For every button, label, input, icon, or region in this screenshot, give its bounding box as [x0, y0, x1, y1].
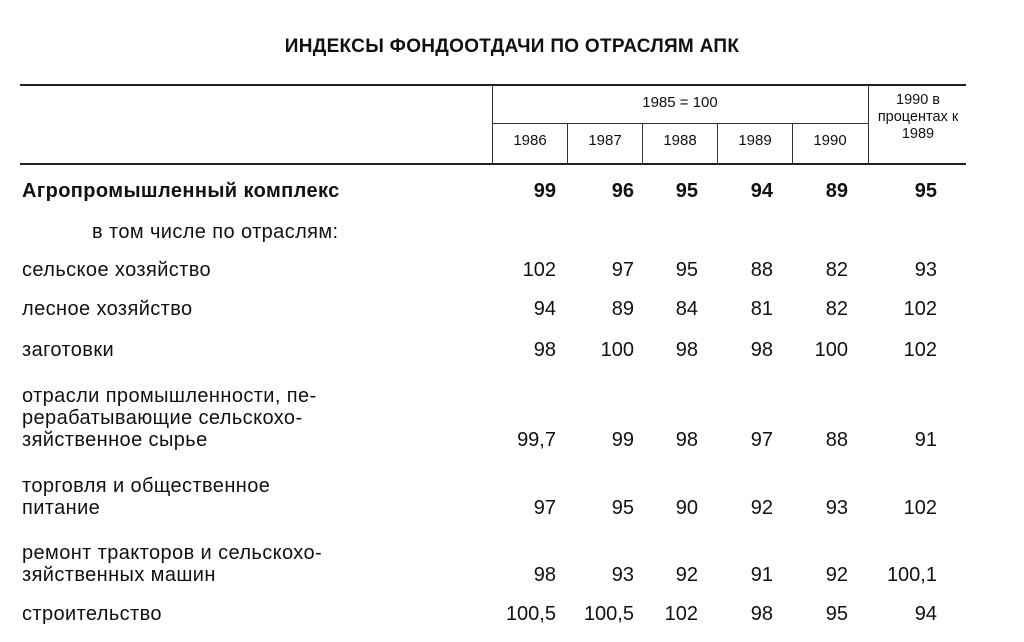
header-base-year: 1985 = 100	[642, 94, 718, 111]
cell-value: 93	[611, 564, 634, 586]
cell-value: 88	[750, 259, 773, 281]
cell-value: 84	[675, 298, 698, 320]
row-label: строительство	[22, 603, 162, 625]
cell-value: 88	[825, 429, 848, 451]
cell-value: 98	[533, 564, 556, 586]
cell-value: 82	[825, 298, 848, 320]
header-year: 1989	[738, 132, 772, 149]
cell-value: 94	[914, 603, 937, 625]
cell-value: 98	[533, 339, 556, 361]
cell-value: 95	[611, 497, 634, 519]
cell-value: 102	[903, 497, 937, 519]
cell-value: 91	[750, 564, 773, 586]
cell-value: 100	[814, 339, 848, 361]
header-percent-col: 1990 в процентах к 1989	[877, 92, 959, 142]
cell-value: 95	[914, 180, 937, 202]
cell-value: 102	[522, 259, 556, 281]
cell-value: 102	[903, 298, 937, 320]
cell-value: 89	[611, 298, 634, 320]
row-label: отрасли промышленности, пе- рерабатывающие сельскохо- зяйственное сырье	[22, 385, 317, 451]
cell-value: 98	[750, 603, 773, 625]
cell-value: 98	[750, 339, 773, 361]
cell-value: 97	[750, 429, 773, 451]
header-year: 1987	[588, 132, 622, 149]
cell-value: 94	[533, 298, 556, 320]
cell-value: 91	[914, 429, 937, 451]
cell-value: 97	[611, 259, 634, 281]
cell-value: 95	[825, 603, 848, 625]
header-year: 1988	[663, 132, 697, 149]
cell-value: 100,5	[583, 603, 634, 625]
cell-value: 93	[914, 259, 937, 281]
cell-value: 99	[533, 180, 556, 202]
cell-value: 98	[675, 339, 698, 361]
cell-value: 100,5	[505, 603, 556, 625]
row-label: торговля и общественное питание	[22, 475, 271, 519]
header-year: 1990	[813, 132, 847, 149]
header-year: 1986	[513, 132, 547, 149]
cell-value: 102	[664, 603, 698, 625]
row-label: ремонт тракторов и сельскохо- зяйственных машин	[22, 542, 323, 586]
cell-value: 81	[750, 298, 773, 320]
base-underline	[492, 123, 868, 124]
cell-value: 93	[825, 497, 848, 519]
cell-value: 90	[675, 497, 698, 519]
cell-value: 92	[750, 497, 773, 519]
cell-value: 95	[675, 180, 698, 202]
cell-value: 102	[903, 339, 937, 361]
cell-value: 97	[533, 497, 556, 519]
cell-value: 95	[675, 259, 698, 281]
row-label: сельское хозяйство	[22, 259, 212, 281]
cell-value: 98	[675, 429, 698, 451]
row-label: Агропромышленный комплекс	[22, 180, 340, 202]
row-label: в том числе по отраслям:	[92, 221, 339, 243]
cell-value: 92	[675, 564, 698, 586]
cell-value: 82	[825, 259, 848, 281]
cell-value: 100,1	[886, 564, 937, 586]
cell-value: 94	[750, 180, 773, 202]
row-label: лесное хозяйство	[22, 298, 193, 320]
header-bottom-rule	[20, 163, 966, 165]
row-label: заготовки	[22, 339, 115, 361]
cell-value: 99,7	[517, 429, 556, 451]
top-rule	[20, 84, 966, 86]
cell-value: 92	[825, 564, 848, 586]
cell-value: 100	[600, 339, 634, 361]
cell-value: 96	[611, 180, 634, 202]
cell-value: 99	[611, 429, 634, 451]
cell-value: 89	[825, 180, 848, 202]
table-title: ИНДЕКСЫ ФОНДООТДАЧИ ПО ОТРАСЛЯМ АПК	[284, 36, 740, 57]
